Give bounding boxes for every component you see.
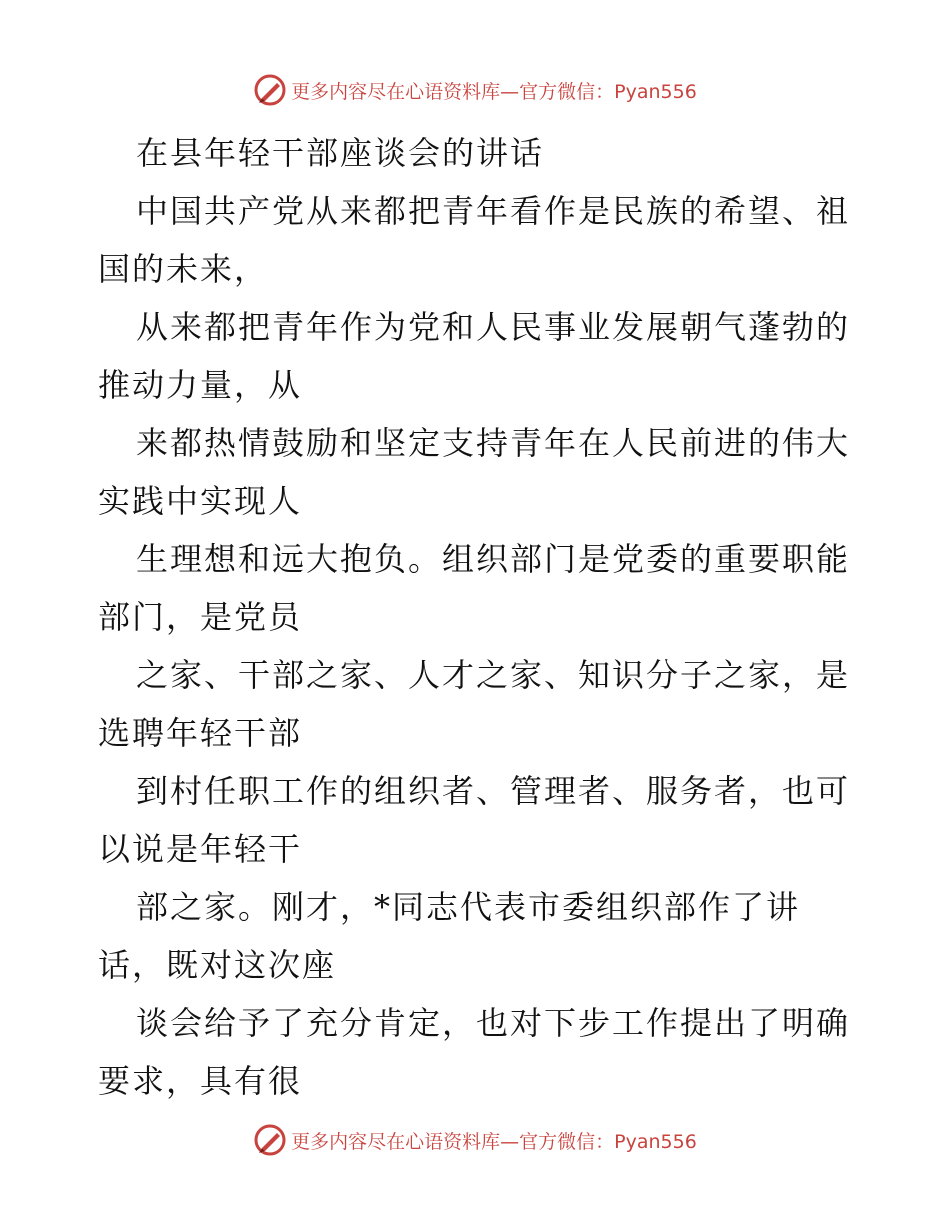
footer-banner <box>0 1120 950 1160</box>
paragraph-line: 来都热情鼓励和坚定支持青年在人民前进的伟大 <box>136 424 851 462</box>
paragraph-line: 生理想和远大抱负。组织部门是党委的重要职能 <box>136 540 851 578</box>
paragraph-line: 要求，具有很 <box>98 1062 303 1100</box>
paragraph-line: 实践中实现人 <box>98 482 303 520</box>
paragraph-line: 从来都把青年作为党和人民事业发展朝气蓬勃的 <box>136 308 851 346</box>
pen-circle-logo-icon <box>253 1123 287 1157</box>
pen-circle-logo-icon <box>253 73 287 107</box>
paragraph-line: 选聘年轻干部 <box>98 714 303 752</box>
paragraph-line: 谈会给予了充分肯定，也对下步工作提出了明确 <box>136 1004 851 1042</box>
paragraph-line: 推动力量，从 <box>98 366 303 404</box>
paragraph-line: 话，既对这次座 <box>98 946 337 984</box>
footer-banner-text: 更多内容尽在心语资料库—官方微信：Pyan556 <box>291 1130 697 1153</box>
header-banner-text: 更多内容尽在心语资料库—官方微信：Pyan556 <box>291 80 697 103</box>
document-body <box>98 124 858 1110</box>
paragraph-line: 中国共产党从来都把青年看作是民族的希望、祖 <box>136 192 851 230</box>
paragraph-line: 部门，是党员 <box>98 598 303 636</box>
paragraph-line: 之家、干部之家、人才之家、知识分子之家，是 <box>136 656 851 694</box>
paragraph-line: 部之家。刚才，*同志代表市委组织部作了讲 <box>136 888 801 926</box>
document-title: 在县年轻干部座谈会的讲话 <box>136 134 545 172</box>
paragraph-line: 以说是年轻干 <box>98 830 303 868</box>
paragraph-line: 到村任职工作的组织者、管理者、服务者，也可 <box>136 772 851 810</box>
paragraph-line: 国的未来， <box>98 250 269 288</box>
header-banner <box>0 70 950 110</box>
